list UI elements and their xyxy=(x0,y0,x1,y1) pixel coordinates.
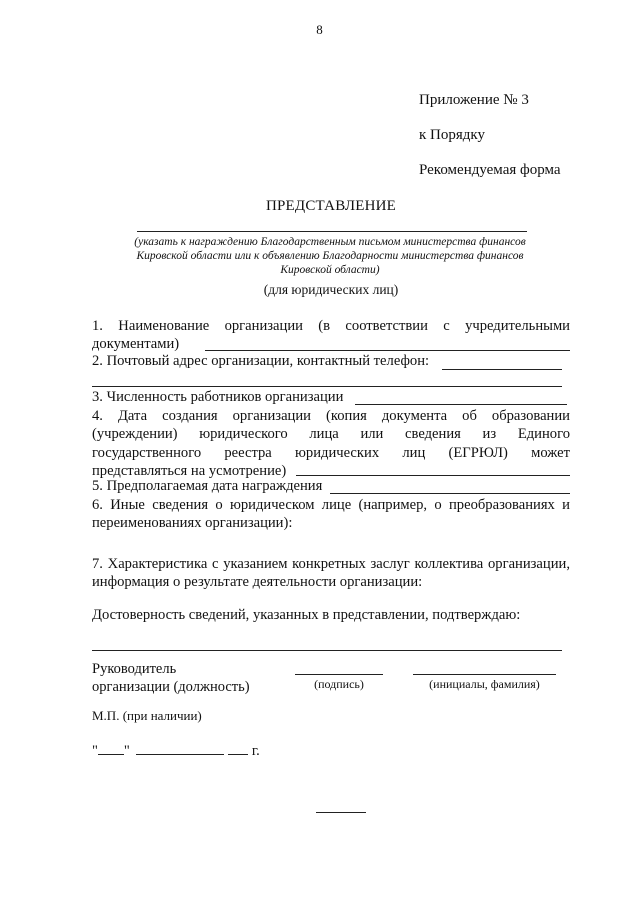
name-fill-line[interactable] xyxy=(413,674,556,675)
item-4-label: 4. Дата создания организации (копия документа об образовании (учреждении) юридического лица или сведения из Единого государственного реестра юридических лиц (ЕГРЮЛ) может представляться на усмотрение) xyxy=(92,408,570,479)
item-6-label: 6. Иные сведения о юридическом лице (например, о преобразованиях и переименованиях организации): xyxy=(92,497,570,532)
name-caption: (инициалы, фамилия) xyxy=(429,677,540,691)
item-2-postal-address xyxy=(92,352,570,370)
confirmation-fill-line[interactable] xyxy=(92,650,562,651)
item-5-label: 5. Предполагаемая дата награждения xyxy=(92,478,323,494)
item-3-label: 3. Численность работников организации xyxy=(92,389,344,405)
page-number: 8 xyxy=(316,22,323,37)
item-1-label: 1. Наименование организации (в соответствии с учредительными документами) xyxy=(92,318,570,353)
item-4-fill-line[interactable] xyxy=(296,475,570,476)
footer-separator xyxy=(316,812,366,813)
instruction-note-line-2: Кировской области или к объявлению Благодарности министерства финансов xyxy=(136,250,524,262)
item-5-fill-line[interactable] xyxy=(330,493,570,494)
item-1-fill-line[interactable] xyxy=(205,350,570,351)
date-year-suffix: г. xyxy=(251,743,260,759)
item-7-label: 7. Характеристика с указанием конкретных заслуг коллектива организации, информация о результате деятельности организации: xyxy=(92,556,570,591)
signature-fill-line[interactable] xyxy=(295,674,383,675)
item-2-fill-line[interactable] xyxy=(442,369,562,370)
date-month-field[interactable] xyxy=(136,741,224,755)
date-day-field[interactable] xyxy=(98,741,124,755)
signature-caption: (подпись) xyxy=(314,677,364,691)
head-label-line-2: организации (должность) xyxy=(92,679,250,695)
award-type-fill-line[interactable] xyxy=(137,231,527,232)
item-7-characteristics xyxy=(92,555,570,592)
item-2-extra-line[interactable] xyxy=(92,386,562,387)
head-label-line-1: Руководитель xyxy=(92,661,177,677)
confirmation-statement xyxy=(92,606,570,624)
confirmation-label: Достоверность сведений, указанных в представлении, подтверждаю: xyxy=(92,607,521,623)
document-title: ПРЕДСТАВЛЕНИЕ xyxy=(265,198,397,214)
instruction-note-line-3: Кировской области) xyxy=(280,264,380,276)
item-1-organization-name xyxy=(92,317,570,354)
item-4-creation-date xyxy=(92,407,570,480)
stamp-label: М.П. (при наличии) xyxy=(92,708,202,723)
appendix-number: Приложение № 3 xyxy=(419,92,529,108)
instruction-note-line-1: (указать к награждению Благодарственным письмом министерства финансов xyxy=(134,236,526,248)
recommended-form-label: Рекомендуемая форма xyxy=(419,162,561,178)
item-3-fill-line[interactable] xyxy=(355,404,567,405)
item-2-label: 2. Почтовый адрес организации, контактный телефон: xyxy=(92,353,430,369)
date-year-field[interactable] xyxy=(228,741,248,755)
item-6-other-info xyxy=(92,496,570,533)
date-line xyxy=(92,741,260,760)
document-subtitle: (для юридических лиц) xyxy=(263,282,399,297)
appendix-reference: к Порядку xyxy=(419,127,485,143)
date-quote-close: " xyxy=(123,743,130,759)
date-quote-open: " xyxy=(92,743,98,759)
